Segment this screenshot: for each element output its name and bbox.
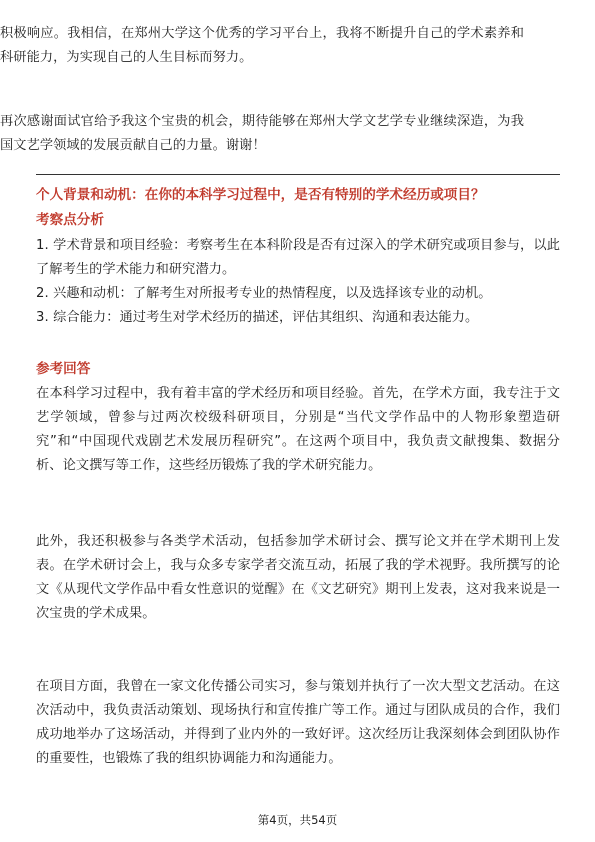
- analysis-item: 3. 综合能力：通过考生对学术经历的描述，评估其组织、沟通和表达能力。: [36, 310, 479, 325]
- question-heading: 个人背景和动机：在你的本科学习过程中，是否有特别的学术经历或项目？: [36, 187, 485, 203]
- intro-paragraph-1: 积极响应。我相信，在郑州大学这个优秀的学习平台上，我将不断提升自己的学术素养和科研能力，为实现自己的人生目标而努力。: [0, 26, 524, 65]
- analysis-list: [36, 234, 560, 330]
- answer-title: 参考回答: [36, 361, 91, 377]
- answer-paragraph-2: 此外，我还积极参与各类学术活动，包括参加学术研讨会、撰写论文并在学术期刊上发表。在学术研讨会上，我与众多专家学者交流互动，拓展了我的学术视野。我所撰写的论文《从现代文学作品中看女性意识的觉醒》在《文艺研究》期刊上发表，这对我来说是一次宝贵的学术成果。: [36, 534, 560, 621]
- analysis-item: 2. 兴趣和动机：了解考生对所报考专业的热情程度，以及选择该专业的动机。: [36, 286, 492, 301]
- intro-paragraph-2: 再次感谢面试官给予我这个宝贵的机会，期待能够在郑州大学文艺学专业继续深造，为我国文艺学领域的发展贡献自己的力量。谢谢！: [0, 114, 524, 153]
- analysis-item: 1. 学术背景和项目经验：考察考生在本科阶段是否有过深入的学术研究或项目参与，以此了解考生的学术能力和研究潜力。: [36, 238, 560, 277]
- analysis-title: 考察点分析: [36, 212, 104, 228]
- section-divider: [36, 174, 560, 175]
- page-number: 第4页，共54页: [257, 813, 338, 827]
- answer-paragraph-1: 在本科学习过程中，我有着丰富的学术经历和项目经验。首先，在学术方面，我专注于文艺学领域，曾参与过两次校级科研项目，分别是“当代文学作品中的人物形象塑造研究”和“中国现代戏剧艺术发展历程研究”。在这两个项目中，我负责文献搜集、数据分析、论文撰写等工作，这些经历锻炼了我的学术研究能力。: [36, 386, 560, 473]
- answer-paragraph-3: 在项目方面，我曾在一家文化传播公司实习，参与策划并执行了一次大型文艺活动。在这次活动中，我负责活动策划、现场执行和宣传推广等工作。通过与团队成员的合作，我们成功地举办了这场活动，并得到了业内外的一致好评。这次经历让我深刻体会到团队协作的重要性，也锻炼了我的组织协调能力和沟通能力。: [36, 679, 560, 766]
